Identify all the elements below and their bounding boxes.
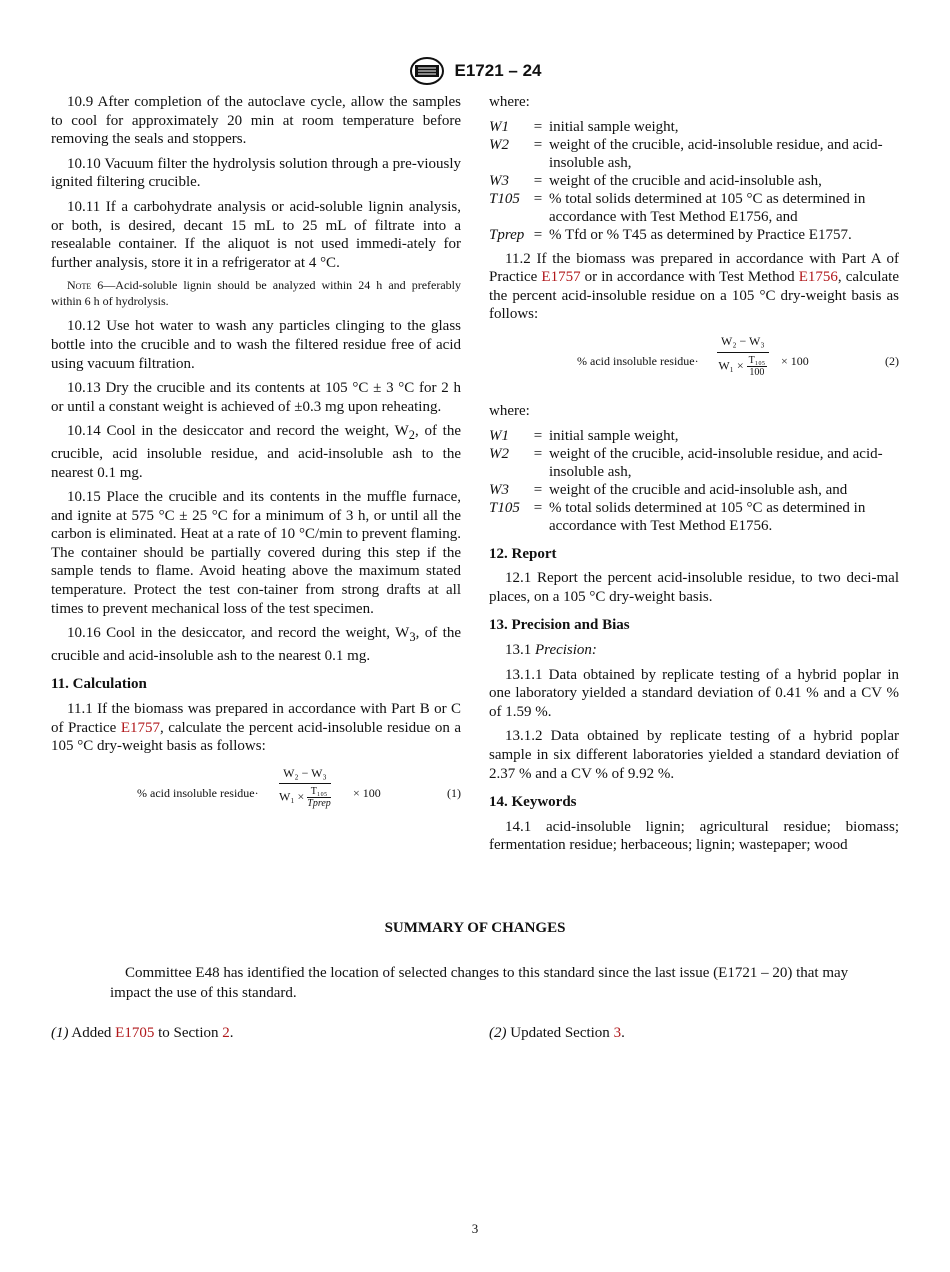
paragraph-10-14 xyxy=(51,422,461,482)
paragraph-10-12: 10.12 Use hot water to wash any particles clinging to the glass bottle into the crucible and to wash the filtered residue free of acid using vacuum filtration. xyxy=(51,318,461,372)
equation-fraction xyxy=(279,764,331,810)
change-item-1 xyxy=(51,1025,234,1042)
summary-of-changes xyxy=(0,920,950,1001)
text: to Section xyxy=(154,1025,223,1041)
definition-text: initial sample weight, xyxy=(549,118,679,135)
equation-denominator xyxy=(279,784,331,809)
text: 11.2 If the biomass was prepared in accordance with Part A of Practice xyxy=(489,250,899,286)
equation-2 xyxy=(489,332,899,392)
section-heading-calculation: 11. Calculation xyxy=(51,676,147,693)
text: 11.1 If the biomass was prepared in accordance with Part B or C of Practice xyxy=(51,701,461,736)
right-column xyxy=(489,93,899,861)
equals-sign: = xyxy=(533,427,543,444)
small-fraction-numerator: T₁₀₅ xyxy=(307,786,331,798)
paragraph-10-9: 10.9 After completion of the autoclave cycle, allow the samples to cool for approximately 20 min at room temperature before removing the seals and stoppers. xyxy=(51,94,461,148)
equation-numerator: W₂ − W₃ xyxy=(279,764,331,785)
small-fraction xyxy=(747,355,768,378)
definition-symbol: W1 xyxy=(489,118,509,135)
equation-number: (2) xyxy=(885,353,899,368)
equation-number: (1) xyxy=(447,785,461,800)
text: , calculate the percent acid-insoluble residue on a 105 °C dry-weight basis as follows: xyxy=(489,269,899,323)
note-6 xyxy=(51,278,461,309)
definition-text: weight of the crucible, acid-insoluble residue, and acid-insoluble ash, xyxy=(549,445,883,480)
summary-title: SUMMARY OF CHANGES xyxy=(384,920,566,936)
definition-row xyxy=(489,172,899,190)
equals-sign: = xyxy=(533,118,543,135)
subscript: 2 xyxy=(408,428,416,443)
text: , of the crucible and acid-insoluble ash to the nearest 0.1 mg. xyxy=(51,625,461,664)
page-number: 3 xyxy=(471,1221,479,1236)
paragraph-13-1-1: 13.1.1 Data obtained by replicate testing of a hybrid poplar in one laboratory yielded a standard deviation of 0.41 % and a CV % of 1.59 %. xyxy=(489,666,899,720)
definition-row xyxy=(489,226,899,244)
note-label: Note 6 xyxy=(67,278,104,293)
link-section-2[interactable]: 2 xyxy=(222,1025,230,1041)
small-fraction-denominator: 100 xyxy=(749,366,765,378)
where-label: where: xyxy=(489,402,530,419)
equation-fraction xyxy=(717,332,769,378)
definition-row xyxy=(489,136,899,172)
text: , calculate the percent acid-insoluble residue on a 105 °C dry-weight basis as follows: xyxy=(51,719,461,755)
change-number: (2) xyxy=(489,1025,507,1041)
variable-definitions-1 xyxy=(489,118,899,244)
definition-row xyxy=(489,427,899,445)
definition-symbol: W1 xyxy=(489,427,509,444)
equals-sign: = xyxy=(533,499,543,516)
text: , of the crucible, acid insoluble residue, and acid-insoluble ash to the nearest 0.1 mg. xyxy=(51,423,462,481)
definition-row xyxy=(489,481,899,499)
definition-symbol: W3 xyxy=(489,172,509,189)
equation-1 xyxy=(51,764,461,824)
left-column xyxy=(51,93,461,834)
paragraph-14-1: 14.1 acid-insoluble lignin; agricultural residue; biomass; fermentation residue; herbaceous; lignin; wastepaper; wood xyxy=(489,818,899,854)
definition-text: weight of the crucible and acid-insoluble ash, xyxy=(549,172,822,189)
text: 10.14 Cool in the desiccator and record the weight, W xyxy=(67,423,409,440)
paragraph-10-15: 10.15 Place the crucible and its contents in the muffle furnace, and ignite at 575 °C ± 25 °C for a minimum of 3 h, or until all the carbon is eliminated. Heat at a rate of 10 °C/min to prevent flaming. The container should be partially covered during this step if the sample tends to flame. Avoid heating above the maximum stated temperature. Protect the test con-tainer from strong drafts at all times to prevent mechanical loss of the test specimen. xyxy=(51,489,461,617)
denominator-weight: W₁ × xyxy=(718,357,744,372)
equation-numerator: W₂ − W₃ xyxy=(717,332,769,353)
section-heading-precision: 13. Precision and Bias xyxy=(489,617,630,634)
text: 13.1 xyxy=(505,641,535,658)
link-e1756[interactable]: E1756 xyxy=(798,269,838,286)
text: . xyxy=(229,1025,234,1041)
paragraph-11-1 xyxy=(51,700,461,756)
equals-sign: = xyxy=(533,481,543,498)
equals-sign: = xyxy=(533,445,543,462)
standard-designation: E1721 – 24 xyxy=(454,61,542,80)
definition-row xyxy=(489,190,899,226)
small-fraction xyxy=(307,786,331,809)
paragraph-11-2 xyxy=(489,250,899,324)
definition-text: initial sample weight, xyxy=(549,427,679,444)
equation-label: % acid insoluble residue· xyxy=(137,785,259,800)
denominator-weight: W₁ × xyxy=(279,789,305,804)
where-label: where: xyxy=(489,94,530,110)
definition-text: % total solids determined at 105 °C as determined in accordance with Test Method E1756, and xyxy=(549,190,866,225)
change-item-2 xyxy=(489,1025,625,1042)
page-header xyxy=(0,56,950,86)
definition-symbol: W3 xyxy=(489,481,509,498)
text: Added xyxy=(68,1025,116,1041)
small-fraction-denominator: Tprep xyxy=(307,798,331,810)
definition-text: weight of the crucible, acid-insoluble residue, and acid-insoluble ash, xyxy=(549,136,883,171)
text: . xyxy=(621,1025,625,1041)
equation-multiplier: × 100 xyxy=(353,785,381,800)
text: Precision: xyxy=(535,641,597,658)
definition-symbol: W2 xyxy=(489,445,509,462)
summary-body: Committee E48 has identified the location of selected changes to this standard since the last issue (E1721 – 20) that may impact the use of this standard. xyxy=(110,965,849,1001)
link-section-3[interactable]: 3 xyxy=(613,1025,622,1041)
equation-label: % acid insoluble residue· xyxy=(577,353,699,368)
link-e1705[interactable]: E1705 xyxy=(115,1025,155,1041)
paragraph-12-1: 12.1 Report the percent acid-insoluble residue, to two deci-mal places, on a 105 °C dry-weight basis. xyxy=(489,570,899,605)
note-text: —Acid-soluble lignin should be analyzed within 24 h and preferably within 6 h of hydrolysis. xyxy=(51,278,461,308)
paragraph-10-13: 10.13 Dry the crucible and its contents at 105 °C ± 3 °C for 2 h or until a constant weight is achieved of ±0.3 mg upon reheating. xyxy=(51,380,461,415)
definition-row xyxy=(489,499,899,535)
paragraph-13-1 xyxy=(489,641,899,660)
variable-definitions-2 xyxy=(489,427,899,535)
paragraph-10-10: 10.10 Vacuum filter the hydrolysis solution through a pre-viously ignited filtering crucible. xyxy=(51,155,461,191)
definition-symbol: T105 xyxy=(489,190,520,207)
text: or in accordance with Test Method xyxy=(580,269,799,286)
equation-multiplier: × 100 xyxy=(781,353,809,368)
paragraph-10-16 xyxy=(51,624,461,665)
small-fraction-numerator: T₁₀₅ xyxy=(748,354,766,366)
text: Updated Section xyxy=(506,1025,614,1041)
equation-denominator xyxy=(717,353,769,378)
link-e1757[interactable]: E1757 xyxy=(541,269,581,286)
equals-sign: = xyxy=(533,190,543,207)
definition-row xyxy=(489,445,899,481)
astm-logo-icon xyxy=(409,56,445,86)
equals-sign: = xyxy=(533,172,543,189)
paragraph-10-11: 10.11 If a carbohydrate analysis or acid-soluble lignin analysis, or both, is desired, decant 15 mL to 25 mL of filtrate into a resealable container. If the aliquot is not used immedi-ately for further analysis, store it in a refrigerator at 4 °C. xyxy=(51,198,461,271)
link-e1757[interactable]: E1757 xyxy=(120,719,160,736)
definition-text: % Tfd or % T45 as determined by Practice E1757. xyxy=(549,226,852,243)
definition-text: % total solids determined at 105 °C as determined in accordance with Test Method E1756. xyxy=(549,499,866,534)
section-heading-keywords: 14. Keywords xyxy=(489,794,577,811)
definition-symbol: W2 xyxy=(489,136,509,153)
definition-row xyxy=(489,118,899,136)
paragraph-13-1-2: 13.1.2 Data obtained by replicate testing of a hybrid poplar sample in six different laboratories yielded a standard deviation of 2.37 % and a CV % of 9.92 %. xyxy=(489,728,899,782)
change-number: (1) xyxy=(51,1025,69,1041)
equals-sign: = xyxy=(533,226,543,243)
section-heading-report: 12. Report xyxy=(489,545,557,562)
subscript: 3 xyxy=(409,630,416,645)
definition-symbol: Tprep xyxy=(489,226,525,243)
equals-sign: = xyxy=(533,136,543,153)
definition-text: weight of the crucible and acid-insoluble ash, and xyxy=(549,481,848,498)
definition-symbol: T105 xyxy=(489,499,520,516)
text: 10.16 Cool in the desiccator, and record the weight, W xyxy=(67,625,410,642)
